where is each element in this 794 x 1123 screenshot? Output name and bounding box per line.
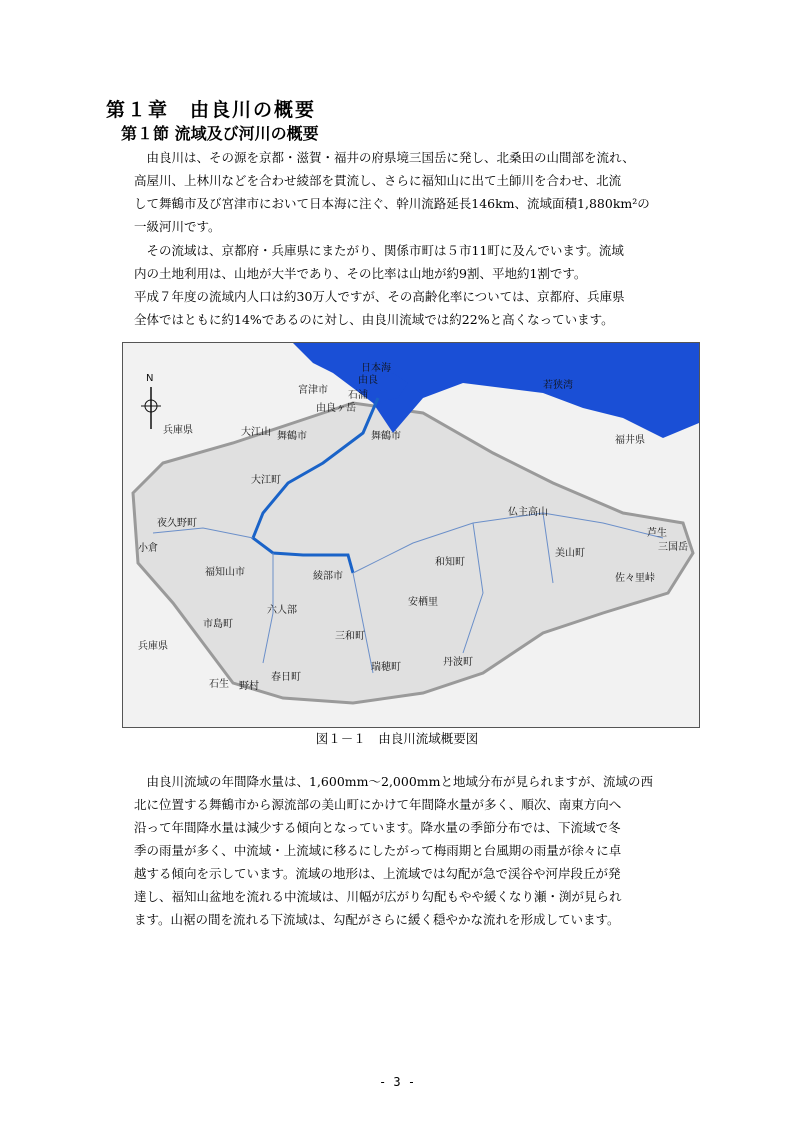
place-label: 市島町: [203, 619, 233, 630]
place-label: 三国岳: [658, 542, 688, 553]
paragraph-line: 一級河川です。: [134, 219, 221, 234]
place-label: 瑞穂町: [371, 662, 401, 673]
place-label: 安栖里: [408, 597, 438, 608]
place-label: 石浦: [348, 390, 368, 401]
basin-map: [122, 342, 700, 728]
place-label: 春日町: [271, 672, 301, 683]
place-label: 芦生: [647, 528, 667, 539]
paragraph-line: 内の土地利用は、山地が大半であり、その比率は山地が約9割、平地約1割です。: [134, 266, 587, 281]
place-label: 夜久野町: [157, 518, 197, 529]
place-label: 美山町: [555, 548, 585, 559]
paragraph-line: して舞鶴市及び宮津市において日本海に注ぐ、幹川流路延長146km、流域面積1,880km²の: [134, 196, 650, 211]
place-label: 舞鶴市: [277, 431, 307, 442]
place-label: 三和町: [335, 631, 365, 642]
paragraph-line: 沿って年間降水量は減少する傾向となっています。降水量の季節分布では、下流域で冬: [134, 820, 621, 835]
place-label: 兵庫県: [138, 641, 168, 652]
paragraph-line: 季の雨量が多く、中流域・上流域に移るにしたがって梅雨期と台風期の雨量が徐々に卓: [134, 843, 622, 858]
place-label: 福知山市: [205, 567, 245, 578]
place-label: 福井県: [615, 435, 645, 446]
place-label: 六人部: [267, 605, 297, 616]
place-label: 丹波町: [443, 657, 473, 668]
place-label: 大江町: [251, 475, 281, 486]
basin-map-graphic: [123, 343, 699, 727]
paragraph-line: ます。山裾の間を流れる下流域は、勾配がさらに緩く穏やかな流れを形成しています。: [134, 912, 620, 927]
place-label: 仏主高山: [508, 507, 548, 518]
paragraph-line: 由良川流域の年間降水量は、1,600mm～2,000mmと地域分布が見られますが、流域の西: [134, 774, 653, 789]
place-label: 石生: [209, 679, 229, 690]
paragraph-line: 達し、福知山盆地を流れる中流域は、川幅が広がり勾配もやや緩くなり瀬・渕が見られ: [134, 889, 622, 904]
section-title: 第１節 流域及び河川の概要: [121, 124, 319, 143]
paragraph-basin: [134, 239, 625, 331]
bay-label: 若狭湾: [543, 380, 573, 391]
place-label: 大江山: [241, 427, 271, 438]
paragraph-line: その流域は、京都府・兵庫県にまたがり、関係市町は５市11町に及んでいます。流域: [134, 243, 624, 258]
figure-caption: 図１－１ 由良川流域概要図: [315, 731, 479, 746]
paragraph-line: 平成７年度の流域内人口は約30万人ですが、その高齢化率については、京都府、兵庫県: [134, 289, 625, 304]
paragraph-precipitation: [134, 770, 653, 931]
place-label: 舞鶴市: [371, 431, 401, 442]
place-label: 綾部市: [313, 571, 343, 582]
paragraph-line: 高屋川、上林川などを合わせ綾部を貫流し、さらに福知山に出て土師川を合わせ、北流: [134, 173, 622, 188]
place-label: 兵庫県: [163, 425, 193, 436]
svg-text:N: N: [146, 373, 154, 384]
paragraph-line: 越する傾向を示しています。流域の地形は、上流域では勾配が急で渓谷や河岸段丘が発: [134, 866, 621, 881]
page-number: - 3 -: [378, 1075, 416, 1089]
paragraph-line: 全体ではともに約14%であるのに対し、由良川流域では約22%と高くなっています。: [134, 312, 614, 327]
paragraph-line: 北に位置する舞鶴市から源流部の美山町にかけて年間降水量が多く、順次、南東方向へ: [134, 797, 622, 812]
place-label: 佐々里峠: [615, 573, 655, 584]
sea-label: 日本海: [361, 363, 391, 374]
place-label: 小倉: [138, 543, 158, 554]
place-label: 宮津市: [298, 385, 328, 396]
chapter-title: 第１章 由良川の概要: [106, 99, 317, 121]
place-label: 由良: [358, 375, 378, 386]
place-label: 野村: [239, 681, 259, 692]
place-label: 和知町: [435, 557, 465, 568]
place-label: 由良ヶ岳: [316, 403, 356, 414]
paragraph-line: 由良川は、その源を京都・滋賀・福井の府県境三国岳に発し、北桑田の山間部を流れ、: [134, 150, 635, 165]
paragraph-overview: [134, 146, 650, 238]
